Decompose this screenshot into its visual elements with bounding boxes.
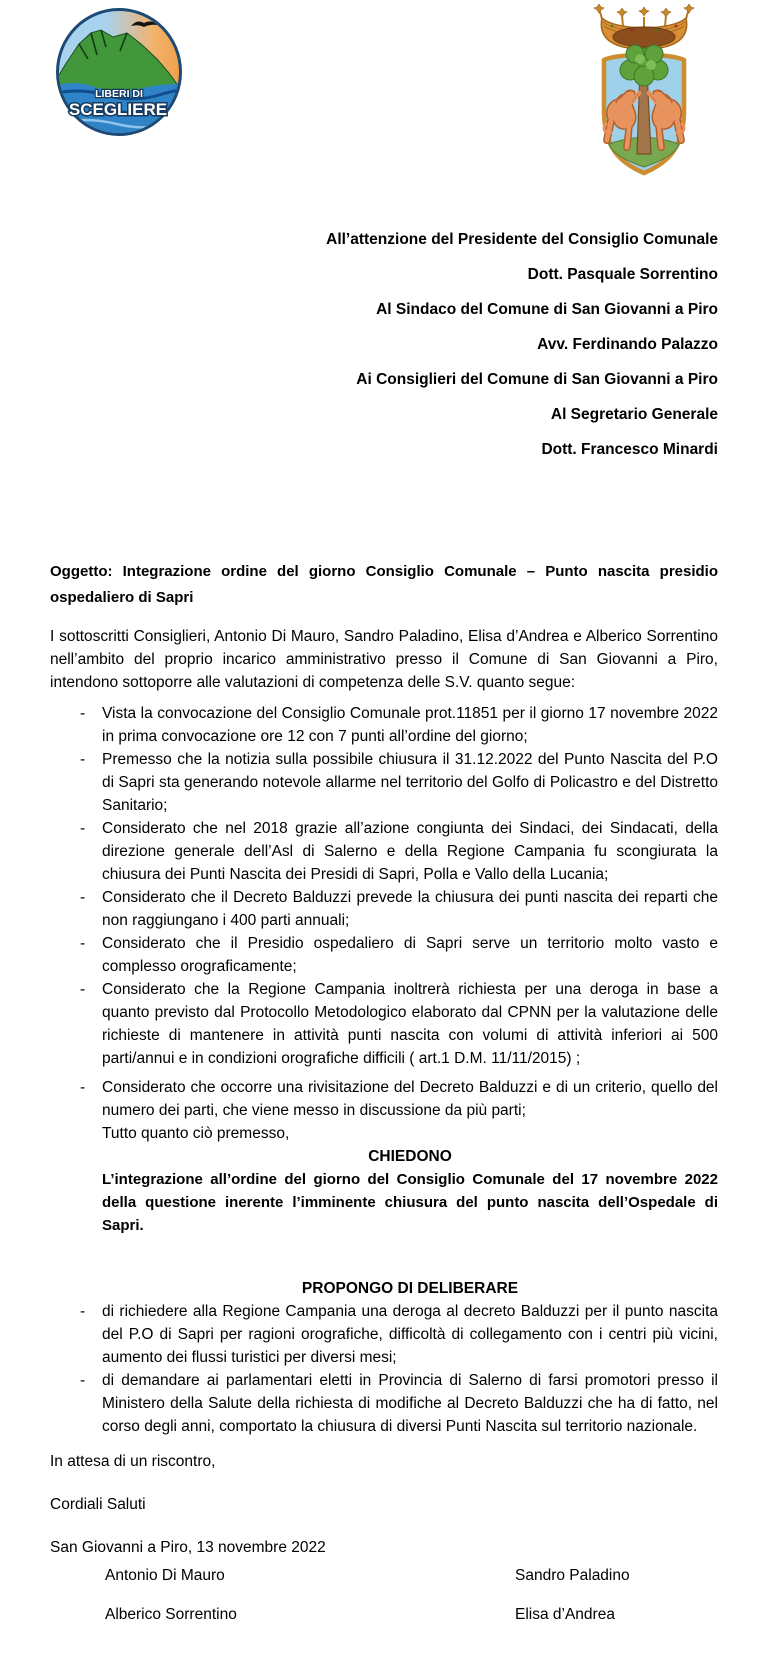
recipient-line: All’attenzione del Presidente del Consiglio Comunale [326,231,718,248]
recipient-line: Al Segretario Generale [550,406,718,423]
signatures-block [50,1564,718,1626]
bullet-marker: - [80,981,86,998]
resolution-list [50,1300,718,1438]
list-item [50,932,718,978]
list-item-text: Considerato che il Decreto Balduzzi prevede la chiusura dei punti nascita dei reparti che non raggiungano i 400 parti annuali; [102,889,718,929]
bullet-marker: - [80,1372,86,1389]
premise-list [50,702,718,1122]
closing-saluti: Cordiali Saluti [50,1496,146,1513]
bullet-marker: - [80,1303,86,1320]
recipient-line: Al Sindaco del Comune di San Giovanni a Piro [376,301,718,318]
list-item-text: Considerato che la Regione Campania inoltrerà richiesta per una deroga in base a quanto previsto dal Protocollo Metodologico elaborato dal CPNN per la valutazione delle richieste di mantenere in attività punti nascita con volumi di attività inferiori ai 500 parti/annui e in condizioni orografiche difficili ( art.1 D.M. 11/11/2015) ; [102,981,718,1067]
signature-row [50,1564,718,1587]
list-item-text: Premesso che la notizia sulla possibile chiusura il 31.12.2022 del Punto Nascita del P.O di Sapri sta generando notevole allarme nel territorio del Golfo di Policastro e del Distretto Sanitario; [102,751,718,814]
coat-of-arms-icon [588,4,700,182]
liberi-di-scegliere-logo [55,7,183,144]
list-item [50,702,718,748]
list-item-text: Vista la convocazione del Consiglio Comunale prot.11851 per il giorno 17 novembre 2022 in prima convocazione ore 12 con 7 punti all’ordine del giorno; [102,705,718,745]
list-item [50,817,718,886]
intro-paragraph: I sottoscritti Consiglieri, Antonio Di Mauro, Sandro Paladino, Elisa d’Andrea e Alberico Sorrentino nell’ambito del proprio incarico amministrativo presso il Comune di San Giovanni a Piro, intendono sottoporre alle valutazioni di competenza delle S.V. quanto segue: [50,628,718,691]
bullet-marker: - [80,889,86,906]
liberi-di-scegliere-emblem-icon [55,7,183,137]
signature-name: Antonio Di Mauro [105,1567,225,1584]
list-item [50,1076,718,1122]
list-item-text: di richiedere alla Regione Campania una deroga al decreto Balduzzi per il punto nascita del P.O di Sapri per ragioni orografiche, difficoltà di collegamento con i centri più vicini, aumento dei flussi turistici per diversi mesi; [102,1303,718,1366]
place-date: San Giovanni a Piro, 13 novembre 2022 [50,1539,326,1556]
list-item-text: Considerato che nel 2018 grazie all’azione congiunta dei Sindaci, dei Sindacati, della direzione generale dell’Asl di Salerno e della Regione Campania fu scongiurata la chiusura dei Punti Nascita dei Presidi di Sapri, Polla e Vallo della Lucania; [102,820,718,883]
list-item [50,978,718,1070]
bullet-marker: - [80,705,86,722]
list-item [50,748,718,817]
list-item-text: di demandare ai parlamentari eletti in Provincia di Salerno di farsi promotori presso il Ministero della Salute della richiesta di modifiche al Decreto Balduzzi che ha di fatto, nel corso degli anni, comportato la chiusura di diversi Punti Nascita sul territorio nazionale. [102,1372,718,1435]
signature-row [50,1603,718,1626]
signature-name: Alberico Sorrentino [105,1606,237,1623]
list-item [50,886,718,932]
recipients-block [50,222,718,467]
deliberare-heading: PROPONGO DI DELIBERARE [301,1280,519,1297]
list-item [50,1369,718,1438]
recipient-line: Dott. Francesco Minardi [541,441,718,458]
bullet-marker: - [80,1079,86,1096]
signature-name: Sandro Paladino [515,1567,630,1584]
list-item-text: Considerato che occorre una rivisitazione del Decreto Balduzzi e di un criterio, quello del numero dei parti, che viene messo in discussione da più parti; [102,1079,718,1119]
chiedono-heading: CHIEDONO [368,1148,452,1165]
logo-text-line1: LIBERI DI [95,88,143,100]
premises-closing: Tutto quanto ciò premesso, [102,1125,290,1142]
chiedono-text: L’integrazione all’ordine del giorno del Consiglio Comunale del 17 novembre 2022 della questione inerente l’imminente chiusura del punto nascita dell’Ospedale di Sapri. [102,1171,718,1234]
closing-riscontro: In attesa di un riscontro, [50,1453,216,1470]
crown-icon [594,4,694,49]
coat-of-arms-logo [588,4,700,189]
bullet-marker: - [80,751,86,768]
recipient-line: Avv. Ferdinando Palazzo [537,336,718,353]
bullet-marker: - [80,820,86,837]
list-item-text: Considerato che il Presidio ospedaliero di Sapri serve un territorio molto vasto e complesso orograficamente; [102,935,718,975]
logo-band [0,0,770,186]
signature-name: Elisa d’Andrea [515,1606,615,1623]
subject-line: Oggetto: Integrazione ordine del giorno Consiglio Comunale – Punto nascita presidio ospedaliero di Sapri [50,563,718,606]
bullet-marker: - [80,935,86,952]
recipient-line: Ai Consiglieri del Comune di San Giovanni a Piro [356,371,718,388]
logo-text-line2: SCEGLIERE [68,100,168,119]
list-item [50,1300,718,1369]
recipient-line: Dott. Pasquale Sorrentino [527,266,718,283]
